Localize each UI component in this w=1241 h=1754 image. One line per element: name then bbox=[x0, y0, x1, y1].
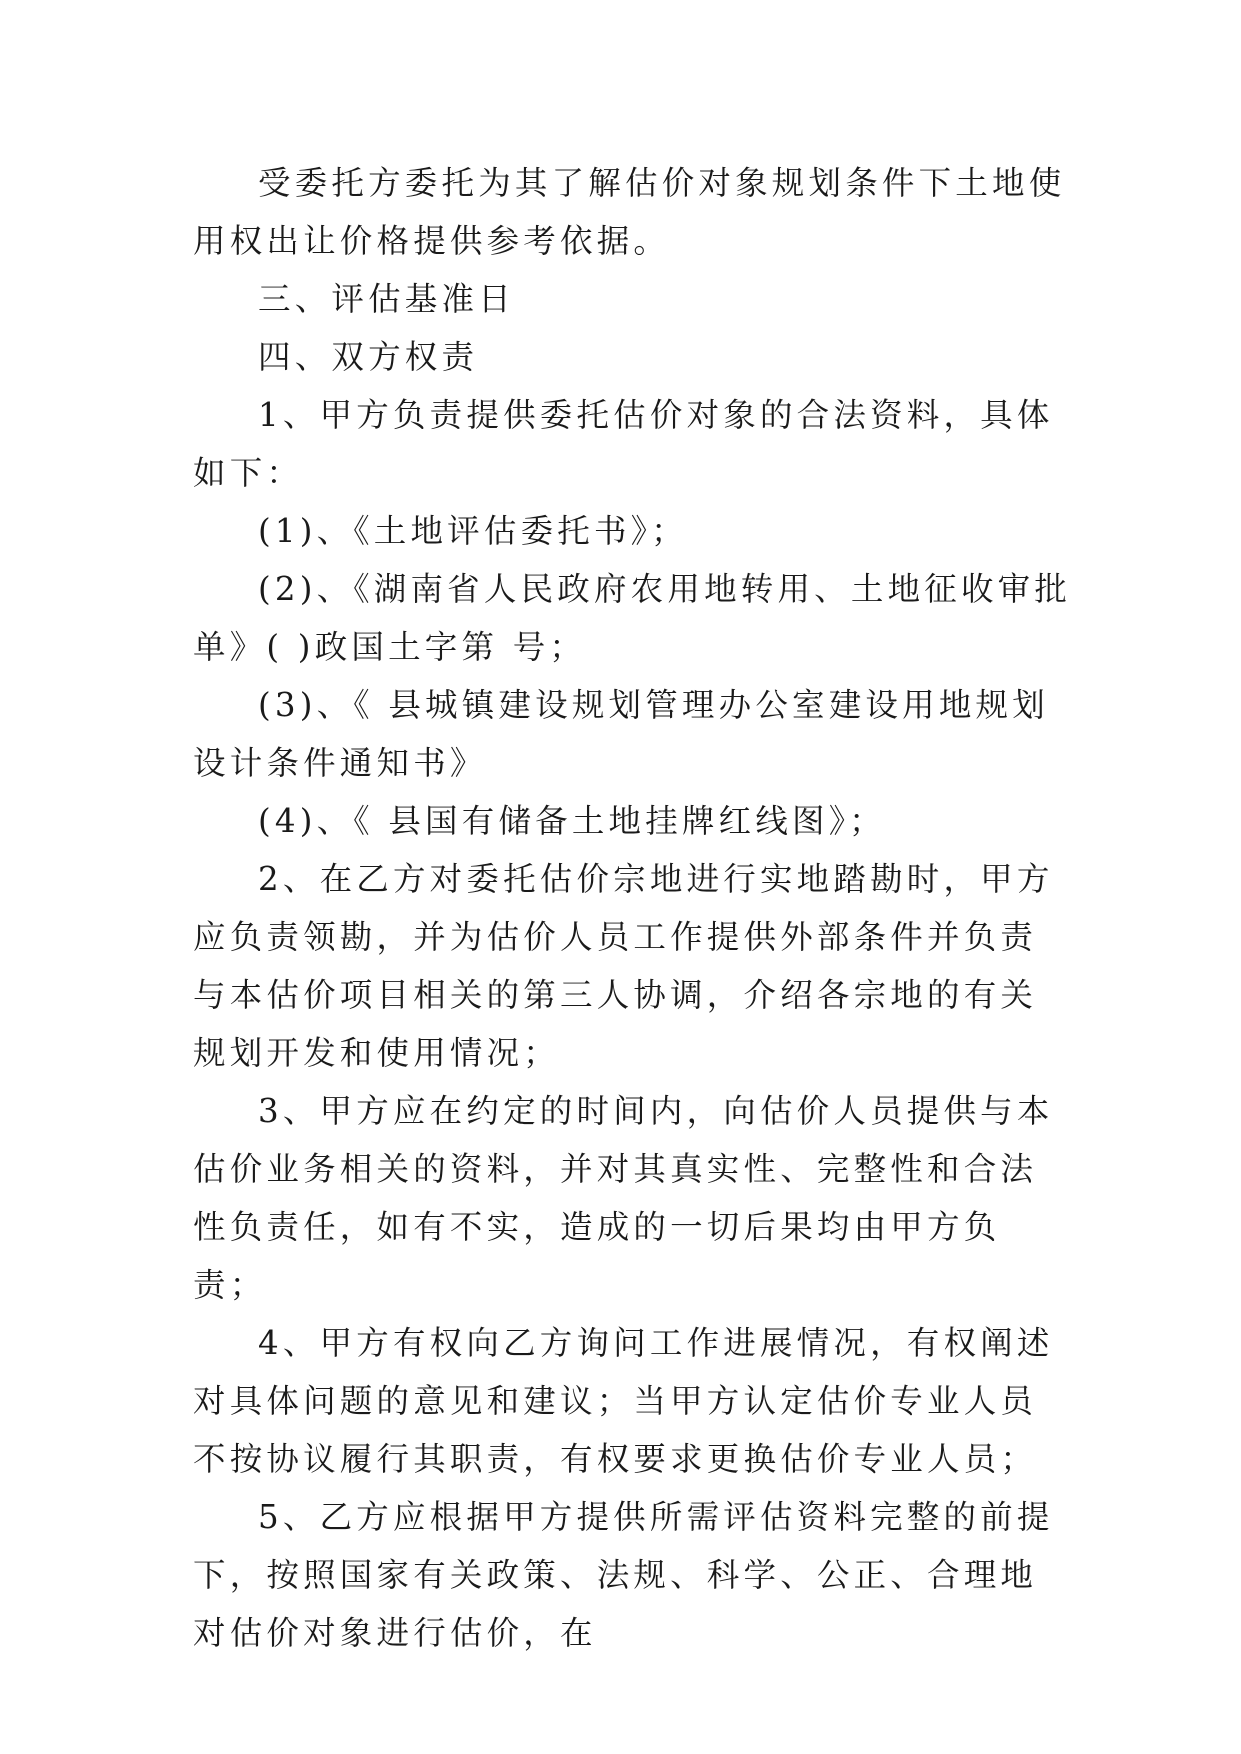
paragraph-item-4: 4、甲方有权向乙方询问工作进展情况，有权阐述对具体问题的意见和建议；当甲方认定估价专业人员不按协议履行其职责，有权要求更换估价专业人员； bbox=[193, 1324, 1054, 1478]
paragraph-subitem-2: (2)、《湖南省人民政府农用地转用、土地征收审批单》( )政国土字第 号； bbox=[193, 570, 1072, 666]
paragraph-subitem-4: (4)、《 县国有储备土地挂牌红线图》； bbox=[258, 802, 886, 840]
paragraph-item-1: 1、甲方负责提供委托估价对象的合法资料，具体如下： bbox=[193, 396, 1054, 492]
paragraph-item-5: 5、乙方应根据甲方提供所需评估资料完整的前提下，按照国家有关政策、法规、科学、公正、合理地对估价对象进行估价，在 bbox=[193, 1498, 1054, 1652]
paragraph-item-3: 3、甲方应在约定的时间内，向估价人员提供与本估价业务相关的资料，并对其真实性、完整性和合法性负责任，如有不实，造成的一切后果均由甲方负责； bbox=[193, 1092, 1054, 1304]
document-body bbox=[193, 154, 1073, 1662]
heading-valuation-date: 三、评估基准日 bbox=[258, 280, 515, 318]
paragraph-item-2: 2、在乙方对委托估价宗地进行实地踏勘时，甲方应负责领勘，并为估价人员工作提供外部条件并负责与本估价项目相关的第三人协调，介绍各宗地的有关规划开发和使用情况； bbox=[193, 860, 1054, 1072]
paragraph-subitem-3: (3)、《 县城镇建设规划管理办公室建设用地规划设计条件通知书》 bbox=[193, 686, 1049, 782]
paragraph-subitem-1: (1)、《土地评估委托书》； bbox=[258, 512, 688, 550]
paragraph-purpose: 受委托方委托为其了解估价对象规划条件下土地使用权出让价格提供参考依据。 bbox=[193, 164, 1066, 260]
heading-rights-duties: 四、双方权责 bbox=[258, 338, 479, 376]
